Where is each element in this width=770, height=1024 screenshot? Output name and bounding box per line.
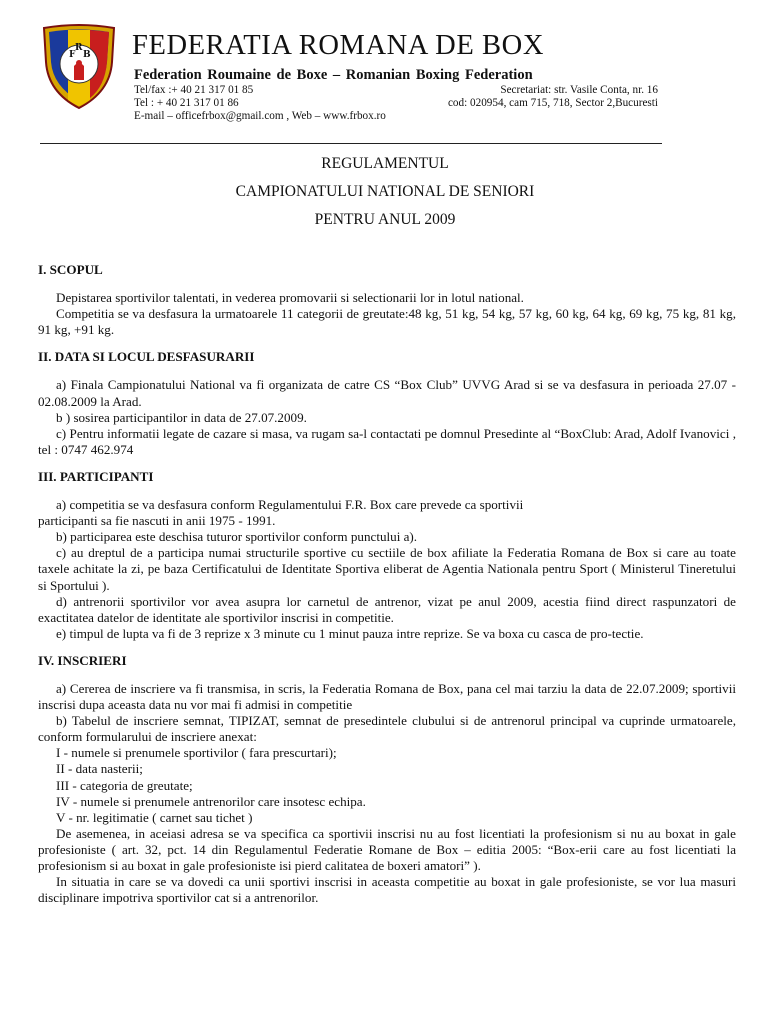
doc-title-line2: CAMPIONATULUI NATIONAL DE SENIORI [235,183,535,200]
document-body [38,262,736,917]
paragraph: b) participarea este deschisa tuturor sportivilor conform punctului a). [56,529,418,545]
paragraph: Competitia se va desfasura la urmatoarele 11 categorii de greutate:48 kg, 51 kg, 54 kg, 57 kg, 60 kg, 64 kg, 69 kg, 75 kg, 81 kg, 91 kg, +91 kg. [38,306,736,338]
section-data-locul [38,349,736,458]
section-scopul [38,262,736,338]
list-item: V - nr. legitimatie ( carnet sau tichet ) [56,809,253,825]
header-divider [40,143,662,144]
tel-fax: Tel/fax :+ 40 21 317 01 85 [134,84,254,96]
paragraph: a) Cererea de inscriere va fi transmisa, in scris, la Federatia Romana de Box, pana cel mai tarziu la data de 22.07.2009; sportivii inscrisi dupa aceasta data nu vor mai fi admisi in competitie [38,680,736,713]
paragraph: Depistarea sportivilor talentati, in vederea promovarii si selectionarii lor in lotul national. [56,290,524,306]
contact-row-3 [134,110,658,123]
doc-title-line3: PENTRU ANUL 2009 [314,211,456,228]
section-inscrieri [38,653,736,906]
paragraph: participanti sa fie nascuti in anii 1975 - 1991. [38,513,276,529]
contact-row-1 [134,84,658,97]
list-item: III - categoria de greutate; [56,777,193,793]
paragraph: d) antrenorii sportivilor vor avea asupra lor carnetul de antrenor, vizat pe anul 2009, acestia fiind direct raspunzatori de exactitatea datelor de identitate ale sportivilor inscrisi in competitie. [38,593,736,625]
paragraph: b) Tabelul de inscriere semnat, TIPIZAT, semnat de presedintele clubului si de antrenorul principal va cuprinde urmatoarele, conform formularului de inscriere anexat: [38,713,736,745]
logo-letter-f: F [69,50,76,60]
email-web: E-mail – officefrbox@gmail.com , Web – www.frbox.ro [134,110,386,122]
section-participanti [38,469,736,642]
section-heading: II. DATA SI LOCUL DESFASURARII [38,349,255,365]
section-heading: III. PARTICIPANTI [38,468,154,484]
paragraph: a) competitia se va desfasura conform Regulamentului F.R. Box care prevede ca sportivii [56,497,524,513]
paragraph: b ) sosirea participantilor in data de 27.07.2009. [56,409,307,425]
logo-letter-b: B [83,50,91,60]
list-item: IV - numele si prenumele antrenorilor care insotesc echipa. [56,793,366,809]
contact-row-2 [134,97,658,110]
section-heading: I. SCOPUL [38,262,103,277]
paragraph: c) au dreptul de a participa numai structurile sportive cu sectiile de box afiliate la Federatia Romana de Box si care au toate taxele achitate la zi, pe baza Certificatului de Identitate Sportiva eliberat de Agentia Nationala pentru Sport ( Ministerul Tineretului si Sportului ). [38,545,736,593]
paragraph: De asemenea, in aceiasi adresa se va specifica ca sportivii inscrisi nu au fost licentiati la profesionism si nu au boxat in gale profesioniste ( art. 32, pct. 14 din Regulamentul Federatie Romane de Box – editia 2005: “Box-erii care au fost licentiati la profesionism si au boxat in gale profesioniste isi pierd calitatea de boxeri amatori” ). [38,825,736,873]
paragraph: e) timpul de lupta va fi de 3 reprize x 3 minute cu 1 minut pauza intre reprize. Se va boxa cu casca de pro-tectie. [56,625,644,641]
list-item: I - numele si prenumele sportivilor ( fara prescurtari); [56,745,337,761]
federation-subtitle: Federation Roumaine de Boxe – Romanian Boxing Federation [134,67,533,83]
paragraph: c) Pentru informatii legate de cazare si masa, va rugam sa-l contactati pe domnul Presedinte al “BoxClub: Arad, Adolf Ivanovici , tel : 0747 462.974 [38,425,736,457]
section-heading: IV. INSCRIERI [38,652,127,668]
tel: Tel : + 40 21 317 01 86 [134,97,239,109]
federation-name: FEDERATIA ROMANA DE BOX [132,30,545,61]
federation-logo [40,22,118,110]
list-item: II - data nasterii; [56,761,143,777]
paragraph: In situatia in care se va dovedi ca unii sportivi inscrisi in aceasta competitie au boxat in gale profesioniste, se vor lua masuri disciplinare impotriva sportivilor cat si a antrenorilor. [38,874,736,906]
postal-address: cod: 020954, cam 715, 718, Sector 2,Bucuresti [447,97,658,109]
doc-title-line1: REGULAMENTUL [321,155,449,172]
secretariat-address: Secretariat: str. Vasile Conta, nr. 16 [500,84,658,96]
paragraph: a) Finala Campionatului National va fi organizata de catre CS “Box Club” UVVG Arad si se va desfasura in perioada 27.07 - 02.08.2009 la Arad. [38,377,736,409]
logo-letter-r: R [75,43,83,53]
